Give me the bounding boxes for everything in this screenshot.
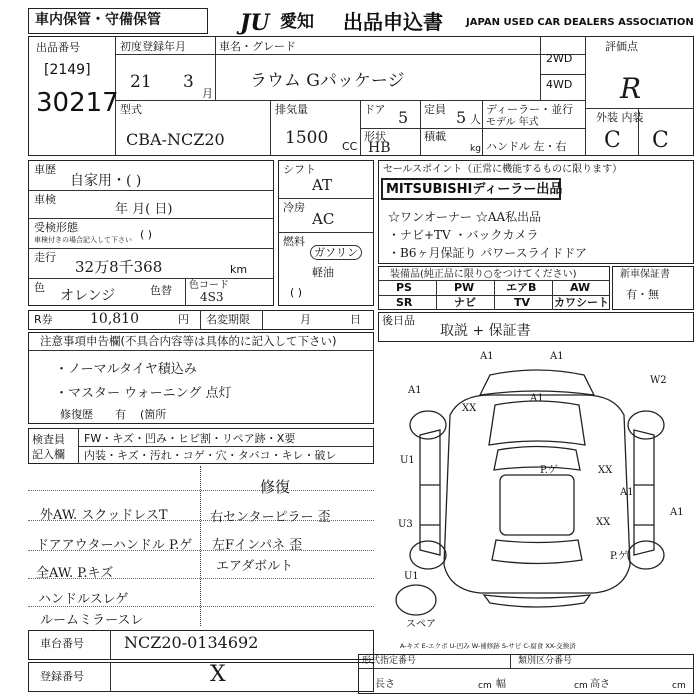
displacement-label: 排気量 [275, 103, 308, 116]
recycle-label: R券 [34, 313, 53, 326]
reg-month: 3 [183, 72, 194, 92]
door-label: ドア [364, 103, 386, 116]
diagram-front-panel [480, 370, 594, 395]
drive-2wd: 2WD [546, 52, 573, 65]
inspector-line-2: ドアアウターハンドル P.ゲ [36, 538, 193, 553]
mileage-value: 32万8千368 [75, 258, 163, 276]
width-unit: cm [574, 681, 588, 691]
notes-line-1: ・ノーマルタイヤ積込み [55, 362, 197, 377]
fuel-diesel: 軽油 [312, 266, 334, 279]
receive-label: 受検形態 [34, 221, 78, 234]
reg-year: 21 [130, 72, 152, 92]
diagram-spare-tire [396, 585, 436, 615]
name-grade-value: ラウム Gパッケージ [250, 71, 405, 91]
repair-label: 修復歴 [60, 408, 93, 421]
notes-line-2: ・マスター ウォーニング 点灯 [55, 386, 232, 401]
mark-14: A1 [620, 487, 634, 498]
capacity-label: 定員 [424, 103, 446, 116]
drive-4wd: 4WD [546, 78, 573, 91]
door-value: 5 [398, 108, 409, 127]
sales-line-2: ・ナビ+TV ・バックカメラ [388, 228, 539, 242]
fuel-label: 燃料 [283, 235, 305, 248]
inspector-label-2: 記入欄 [32, 448, 65, 461]
model-label: 型式 [120, 103, 142, 116]
equip-aw: AW [570, 281, 591, 294]
lot-number: 30217 [36, 88, 119, 118]
equipment-label: 装備品(純正品に限り○をつけてください) [390, 269, 577, 280]
equip-leather: カワシート [554, 296, 609, 309]
mark-1: A1 [480, 351, 494, 362]
color-label: 色 [34, 281, 45, 294]
mark-13: P.ゲ [540, 465, 558, 476]
score-label: 評価点 [605, 40, 638, 53]
inspector-right-1: 右センターピラー 歪 [210, 510, 331, 525]
width-label: 幅 [496, 679, 506, 690]
mark-15: P.ゲ [610, 551, 628, 562]
mark-10: XX [598, 465, 613, 476]
warranty-value: 有・無 [626, 288, 659, 301]
color-value: オレンジ [60, 288, 116, 304]
cooling-label: 冷房 [283, 201, 305, 214]
fuel-gas: ガソリン [310, 245, 362, 260]
name-change-month: 月 [300, 313, 311, 326]
length-label: 長さ [375, 679, 395, 690]
name-change-day: 日 [350, 313, 361, 326]
sales-line-1: ☆ワンオーナー ☆AA私出品 [388, 210, 542, 224]
capacity-unit: 人 [470, 113, 481, 126]
mark-6: A1 [530, 393, 544, 404]
recycle-block [28, 310, 374, 330]
inspector-row-2: 内装・キズ・汚れ・コゲ・穴・タバコ・キレ・破レ [84, 449, 337, 462]
km-unit: km [230, 263, 248, 276]
sales-line-3: ・B6ヶ月保証り パワースライドドア [388, 246, 587, 260]
inspector-right-2: 左Fインパネ 歪 [212, 538, 303, 553]
mark-4: W2 [650, 375, 667, 386]
color-code-value: 4S3 [200, 290, 224, 304]
inspector-notes-header: 修復 [260, 478, 291, 496]
notes-label: 注意事項申告欄(不具合内容等は具体的に記入して下さい) [40, 334, 337, 348]
warranty-label: 新車保証書 [620, 269, 670, 280]
chassis-label: 車台番号 [40, 637, 84, 650]
history-value: 自家用・( ) [70, 173, 142, 189]
after-equip-value: 取説 + 保証書 [440, 323, 531, 339]
length-unit: cm [478, 681, 492, 691]
inspection-value: 年 月( 日) [115, 202, 173, 217]
inspector-right-3: エアダボルト [216, 559, 294, 574]
mark-12: A1 [670, 507, 684, 518]
reg-month-unit: 月 [202, 87, 213, 100]
car-damage-diagram [380, 345, 694, 635]
receive-value: ( ) [140, 228, 153, 241]
repair-place: (箇所 [140, 408, 167, 421]
color-swap-label: 色替 [150, 284, 172, 297]
lot-bracket: [2149] [44, 62, 91, 78]
int-value: C [652, 128, 669, 153]
mark-9: U1 [404, 571, 419, 582]
diagram-rear-panel [484, 595, 590, 607]
recycle-value: 10,810 [90, 311, 139, 327]
dealer-parallel: ディーラー・並行 [486, 103, 574, 116]
after-equip-block [378, 312, 694, 342]
score-value: R [620, 72, 642, 105]
inspector-line-3: 全AW. P.キズ [36, 566, 114, 581]
shift-value: AT [312, 176, 333, 194]
dealer-banner: MITSUBISHIディーラー出品 [386, 182, 563, 197]
equip-sr: SR [396, 296, 413, 309]
spare-label: スペア [406, 619, 436, 630]
chassis-value: NCZ20-0134692 [124, 633, 259, 652]
ext-int-label: 外装 内装 [596, 111, 644, 124]
association-name: JAPAN USED CAR DEALERS ASSOCIATION [466, 17, 694, 28]
handle-label: ハンドル 左・右 [486, 140, 567, 153]
diagram-wheel-fl [410, 411, 446, 439]
sales-label: セールスポイント（正常に機能するものに限ります） [383, 164, 623, 175]
mark-11: XX [596, 517, 611, 528]
ju-logo: JU [240, 10, 270, 36]
diagram-left-side [420, 430, 440, 555]
name-change-label: 名変期限 [206, 313, 250, 326]
inspector-label-1: 検査員 [32, 433, 65, 446]
mark-3: A1 [408, 385, 422, 396]
shift-label: シフト [283, 163, 316, 176]
org-name: 愛知 [280, 12, 314, 32]
repair-value: 有 [115, 408, 126, 421]
storage-label: 車内保管・守備保管 [35, 12, 161, 28]
diagram-wheel-fr [628, 411, 664, 439]
shape-value: HB [368, 140, 391, 156]
diagram-right-side [634, 430, 654, 555]
model-year-label: モデル 年式 [486, 117, 539, 128]
dealer-banner-box [381, 178, 561, 200]
storage-box [28, 8, 208, 34]
equip-pw: PW [454, 281, 475, 294]
equip-airbag: エアB [506, 281, 537, 294]
model-value: CBA-NCZ20 [126, 130, 225, 149]
inspection-label: 車検 [34, 193, 56, 206]
color-code-label: 色コード [189, 280, 229, 291]
first-reg-label: 初度登録年月 [120, 40, 186, 53]
mark-2: A1 [550, 351, 564, 362]
equip-ps: PS [396, 281, 412, 294]
displacement-value: 1500 [285, 128, 329, 148]
plate-label: 登録番号 [40, 670, 84, 683]
mark-7: U1 [400, 455, 415, 466]
recycle-yen: 円 [178, 313, 189, 326]
mileage-label: 走行 [34, 251, 56, 264]
cooling-value: AC [312, 210, 335, 228]
model-designation-label: 形式指定番号 [362, 656, 417, 666]
form-title: 出品申込書 [343, 10, 443, 34]
height-unit: cm [672, 681, 686, 691]
equip-tv: TV [514, 296, 531, 309]
inspector-line-4: ハンドルスレゲ [38, 592, 129, 607]
mark-8: U3 [398, 519, 413, 530]
fuel-paren: ( ) [290, 286, 303, 299]
category-label: 類別区分番号 [518, 656, 573, 666]
lot-label: 出品番号 [36, 41, 80, 54]
kg-unit: kg [470, 144, 481, 154]
shape-label: 形状 [364, 130, 386, 143]
ext-value: C [604, 128, 621, 153]
history-label: 車歴 [34, 163, 56, 176]
name-grade-label: 車名・グレード [219, 40, 296, 53]
diagram-legend: A-キズ E-エクボ U-凹み W-補修跡 S-サビ C-腐食 XX-交換済 [400, 642, 576, 650]
receive-note: 車検付きの場合記入して下さい [34, 236, 132, 244]
plate-value: X [210, 662, 226, 687]
equip-navi: ナビ [454, 296, 476, 309]
after-equip-label: 後日品 [382, 314, 415, 327]
cc-unit: CC [342, 140, 358, 153]
capacity-value: 5 [456, 108, 467, 127]
height-label: 高さ [590, 679, 610, 690]
mark-5: XX [462, 403, 477, 414]
inspector-line-1: 外AW. スクッドレスT [40, 508, 168, 523]
inspector-line-5: ルームミラースレ [40, 613, 144, 628]
load-label: 積載 [424, 130, 446, 143]
inspector-row-1: FW・キズ・凹み・ヒビ割・リペア跡・X要 [84, 432, 296, 445]
